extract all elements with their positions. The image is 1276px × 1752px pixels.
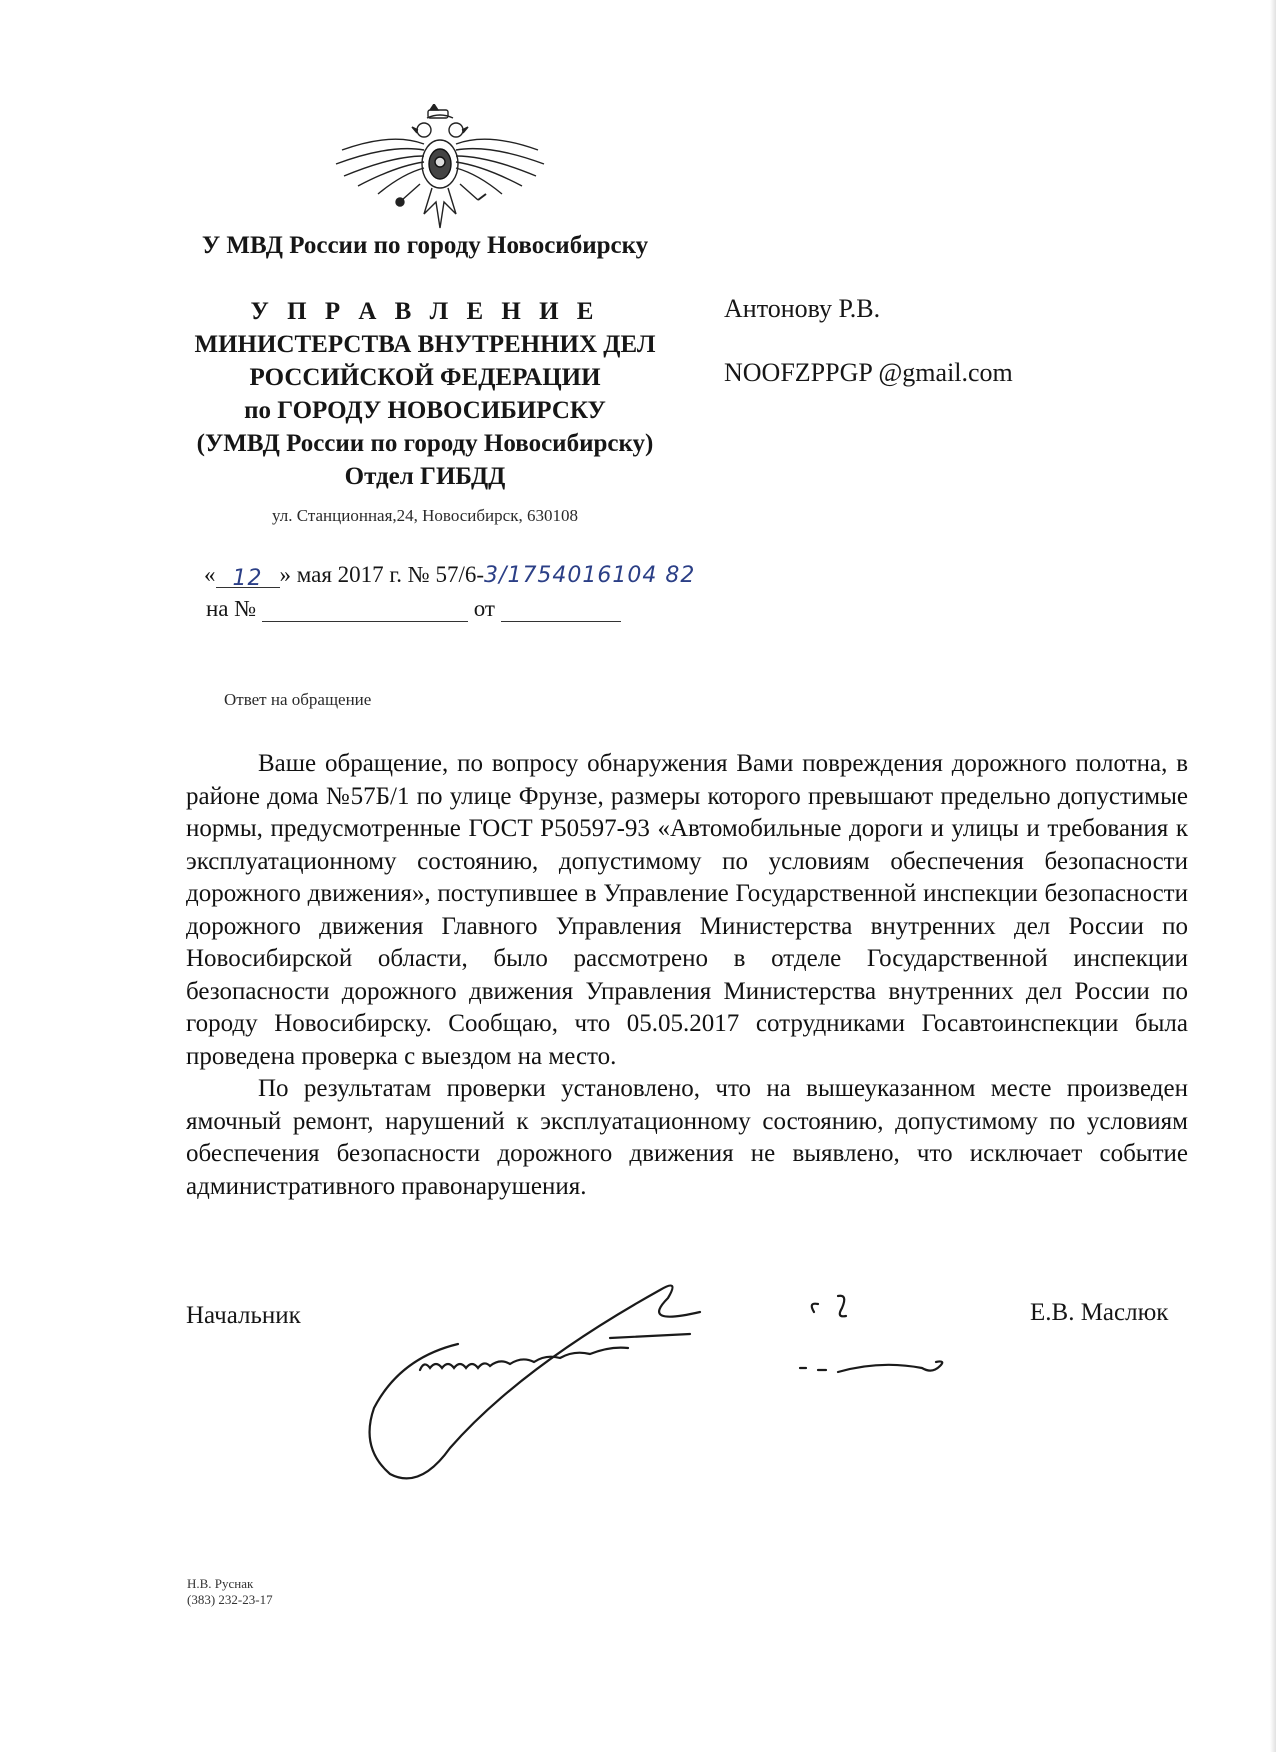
org-header-line: У П Р А В Л Е Н И Е [250,298,600,325]
org-header-line: по ГОРОДУ НОВОСИБИРСКУ [244,397,606,424]
body-paragraph: Ваше обращение, по вопросу обнаружения Вами повреждения дорожного полотна, в районе дома №57Б/1 по улице Фрунзе, размеры которого превышают предельно допустимые нормы, предусмотренные ГОСТ Р50597-93 «Автомобильные дороги и улицы и требования к эксплуатационному состоянию, допустимому по условиям обеспечения безопасности дорожного движения», поступившее в Управление Государственной инспекции безопасности дорожного движения Главного Управления Министерства внутренних дел России по Новосибирской области, было рассмотрено в отделе Государственной инспекции безопасности дорожного движения Управления Министерства внутренних дел России по городу Новосибирску. Сообщаю, что 05.05.2017 сотрудниками Госавтоинспекции была проведена проверка с выездом на место. [186,750,1188,1070]
date-day-handwritten: 12 [232,566,263,591]
signer-title: Начальник [186,1302,301,1329]
date-number-line [204,562,696,591]
signature-icon [360,1278,1040,1514]
date-quote-open: « [204,562,216,587]
date-month-number: » мая 2017 г. № 57/6- [279,562,485,587]
reference-date-field [501,599,621,622]
org-header-line: МИНИСТЕРСТВА ВНУТРЕННИХ ДЕЛ [194,331,656,358]
org-header-block [160,295,690,493]
org-address: ул. Станционная,24, Новосибирск, 630108 [272,506,578,525]
recipient-block [724,292,1013,390]
executor-phone: (383) 232-23-17 [187,1592,273,1607]
number-handwritten: 3/1754016104 82 [484,563,696,588]
org-header-line: РОССИЙСКОЙ ФЕДЕРАЦИИ [249,364,601,391]
body-paragraph: По результатам проверки установлено, что на вышеуказанном месте произведен ямочный ремонт, нарушений к эксплуатационному состоянию, допустимому по условиям обеспечения безопасности дорожного движения не выявлено, что исключает событие административного правонарушения. [186,1075,1188,1200]
mvd-emblem-icon [332,104,548,240]
executor-name: Н.В. Руснак [187,1576,254,1591]
signer-name: Е.В. Маслюк [1030,1299,1169,1326]
letter-body [186,748,1188,1203]
executor-footer [187,1576,273,1608]
letter-subject: Ответ на обращение [224,690,372,709]
recipient-email: NOOFZPPGP @gmail.com [724,358,1013,387]
org-short-name: У МВД России по городу Новосибирску [201,232,649,259]
date-day-field [216,565,280,591]
org-header-line: Отдел ГИБДД [344,463,506,490]
reference-number-field [262,599,468,622]
scan-edge-shadow [1270,0,1276,1752]
recipient-name: Антонову Р.В. [724,294,881,323]
reference-prefix: на № [206,596,257,621]
reference-from-label: от [473,596,495,621]
org-header-line: (УМВД России по городу Новосибирску) [196,430,654,457]
reference-line [206,596,621,622]
